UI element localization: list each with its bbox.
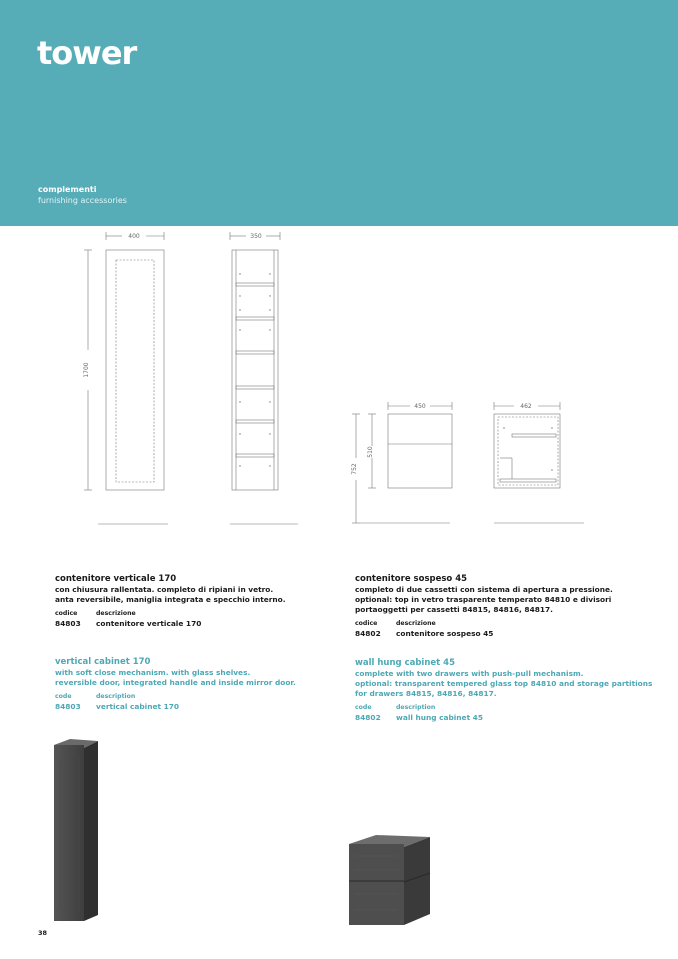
code-row	[355, 713, 652, 723]
wall-cabinet-english	[355, 658, 652, 723]
wall-cabinet-front-view	[352, 402, 452, 523]
code-row	[55, 619, 286, 629]
product-description: portaoggetti per cassetti 84815, 84816, 84817.	[355, 605, 553, 614]
page-number: 38	[38, 929, 48, 937]
product-item: contenitore verticale 170	[96, 619, 202, 628]
page-title: tower	[37, 34, 137, 72]
wall-cabinet-side-view	[494, 402, 584, 523]
product-description: completo di due cassetti con sistema di apertura a pressione.	[355, 585, 613, 594]
tall-cabinet-front-view	[84, 232, 168, 524]
product-description: for drawers 84815, 84816, 84817.	[355, 689, 497, 698]
product-item: wall hung cabinet 45	[396, 713, 483, 722]
section-label-italian: complementi	[38, 185, 97, 194]
code-header: code description	[355, 704, 436, 711]
product-code: 84803	[55, 619, 81, 628]
product-description: with soft close mechanism. with glass shelves.	[55, 668, 251, 677]
product-code: 84803	[55, 702, 81, 711]
vertical-cabinet-italian	[55, 574, 286, 629]
dim-wall-total-height: 752	[351, 463, 358, 475]
product-name: contenitore verticale 170	[55, 574, 177, 584]
product-description: complete with two drawers with push-pull mechanism.	[355, 669, 584, 678]
code-header: codice descrizione	[55, 610, 136, 617]
wall-cabinet-photo	[346, 834, 432, 926]
product-name: wall hung cabinet 45	[355, 658, 456, 668]
header-band	[0, 0, 678, 226]
code-header: code description	[55, 693, 136, 700]
dim-tall-depth: 350	[250, 233, 262, 240]
product-description: anta reversibile, maniglia integrata e specchio interno.	[55, 595, 286, 604]
section-label-english: furnishing accessories	[38, 196, 127, 205]
product-item: contenitore sospeso 45	[396, 629, 494, 638]
dim-wall-depth: 462	[520, 403, 532, 410]
dim-tall-height: 1700	[83, 362, 90, 378]
dim-tall-width: 400	[128, 233, 140, 240]
vertical-cabinet-photo	[50, 738, 100, 922]
vertical-cabinet-english	[55, 657, 296, 712]
product-description: con chiusura rallentata. completo di ripiani in vetro.	[55, 585, 274, 594]
code-row	[355, 629, 613, 639]
product-description: optional: top in vetro trasparente temperato 84810 e divisori	[355, 595, 612, 604]
product-name: vertical cabinet 170	[55, 657, 151, 667]
dim-wall-width: 450	[414, 403, 426, 410]
product-description: optional: transparent tempered glass top 84810 and storage partitions	[355, 679, 653, 688]
code-row	[55, 702, 296, 712]
technical-drawings	[0, 226, 678, 536]
wall-cabinet-italian	[355, 574, 613, 639]
dim-wall-drawer-height: 510	[367, 446, 374, 458]
product-code: 84802	[355, 713, 381, 722]
product-code: 84802	[355, 629, 381, 638]
product-description: reversible door, integrated handle and inside mirror door.	[55, 678, 296, 687]
product-item: vertical cabinet 170	[96, 702, 180, 711]
product-name: contenitore sospeso 45	[355, 574, 468, 584]
code-header: codice descrizione	[355, 620, 436, 627]
tall-cabinet-side-view	[230, 232, 298, 524]
